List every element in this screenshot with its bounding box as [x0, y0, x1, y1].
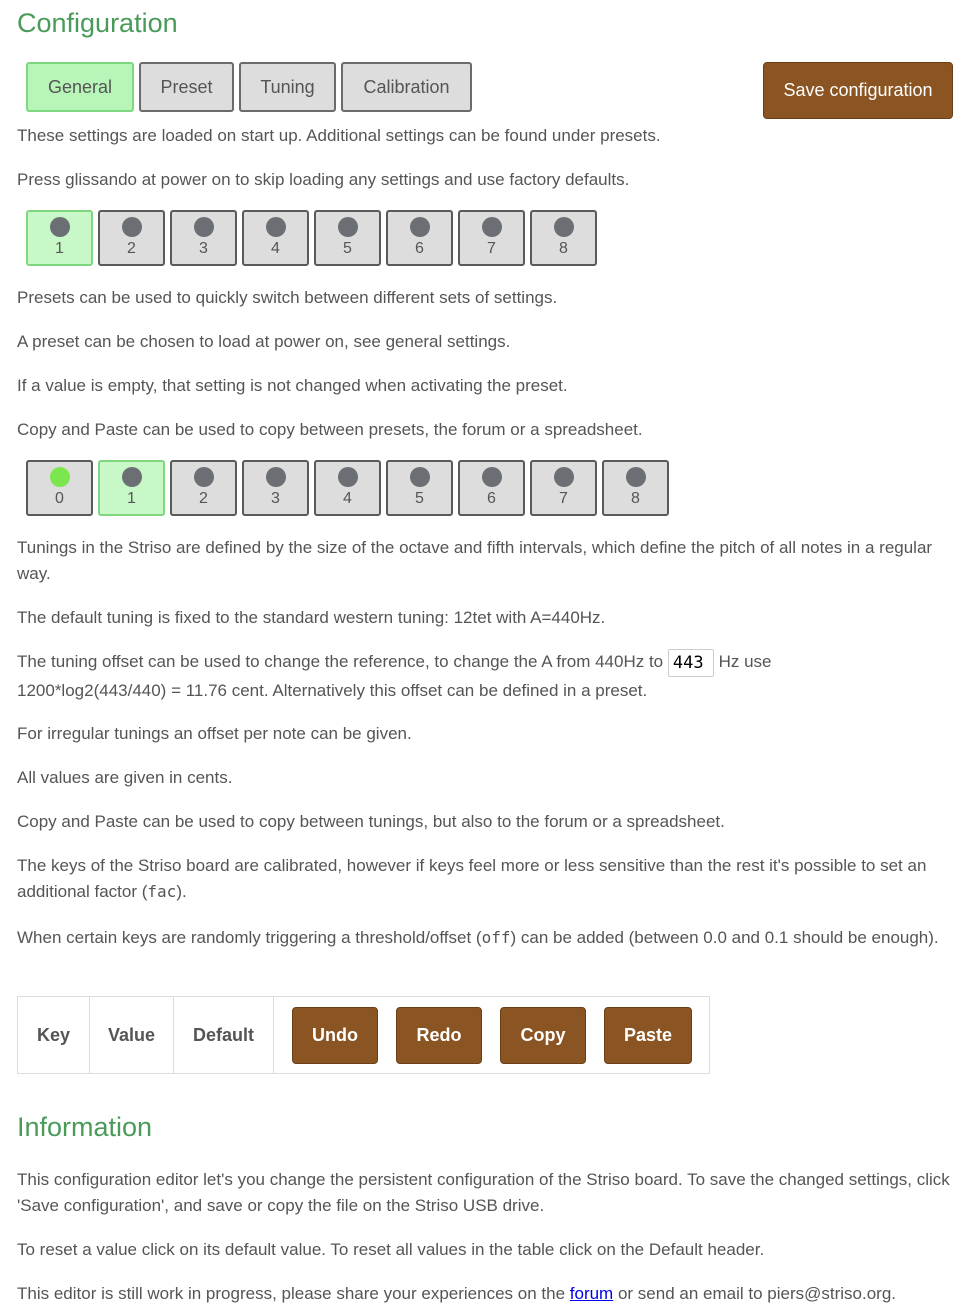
slot-label: 8 [559, 240, 568, 257]
key-header[interactable]: Key [18, 997, 90, 1073]
slot-button[interactable] [314, 210, 381, 266]
led-indicator-icon [194, 217, 214, 237]
slot-button[interactable] [26, 210, 93, 266]
led-indicator-icon [554, 467, 574, 487]
tuning-text-6: Copy and Paste can be used to copy between tunings, but also to the forum or a spreadsheet. [17, 812, 725, 831]
led-indicator-icon [410, 217, 430, 237]
tab-bar [26, 62, 472, 112]
tuning-text-3b: Hz use [713, 652, 772, 671]
slot-button[interactable] [530, 210, 597, 266]
slot-label: 5 [415, 490, 424, 507]
slot-label: 3 [199, 240, 208, 257]
tab-general[interactable]: General [26, 62, 134, 112]
preset-text-2: A preset can be chosen to load at power on, see general settings. [17, 332, 511, 351]
slot-label: 7 [487, 240, 496, 257]
slot-label: 5 [343, 240, 352, 257]
calibration-text-2 [17, 925, 957, 951]
table-actions [274, 997, 692, 1073]
slot-label: 2 [199, 490, 208, 507]
tuning-text-4: For irregular tunings an offset per note can be given. [17, 724, 412, 743]
slot-button[interactable] [98, 460, 165, 516]
calibration-text-2b: ) can be added (between 0.0 and 0.1 should be enough). [510, 928, 939, 947]
tuning-text-2: The default tuning is fixed to the standard western tuning: 12tet with A=440Hz. [17, 608, 606, 627]
general-text-1: These settings are loaded on start up. Additional settings can be found under presets. [17, 126, 661, 145]
slot-label: 8 [631, 490, 640, 507]
led-indicator-icon [194, 467, 214, 487]
settings-table [17, 996, 710, 1074]
slot-button[interactable] [530, 460, 597, 516]
preset-text-1: Presets can be used to quickly switch between different sets of settings. [17, 288, 558, 307]
tuning-text-1: Tunings in the Striso are defined by the size of the octave and fifth intervals, which define the pitch of all notes in a regular way. [17, 538, 933, 583]
led-indicator-icon [266, 467, 286, 487]
slot-button[interactable] [26, 460, 93, 516]
led-indicator-icon [554, 217, 574, 237]
tab-preset[interactable]: Preset [139, 62, 234, 112]
slot-button[interactable] [170, 460, 237, 516]
led-indicator-icon [338, 217, 358, 237]
forum-link[interactable]: forum [569, 1284, 614, 1303]
save-configuration-button[interactable]: Save configuration [763, 62, 953, 119]
led-indicator-icon [626, 467, 646, 487]
slot-label: 7 [559, 490, 568, 507]
undo-button[interactable]: Undo [292, 1007, 378, 1064]
tab-tuning[interactable]: Tuning [239, 62, 336, 112]
slot-label: 1 [55, 240, 64, 257]
tab-calibration[interactable]: Calibration [341, 62, 472, 112]
info-text-3b: or send an email to piers@striso.org. [613, 1284, 897, 1303]
slot-label: 2 [127, 240, 136, 257]
tuning-text-3c: 1200*log2(443/440) = 11.76 cent. Alternatively this offset can be defined in a preset. [17, 680, 648, 700]
slot-button[interactable] [242, 460, 309, 516]
slot-button[interactable] [314, 460, 381, 516]
slot-label: 6 [415, 240, 424, 257]
off-code: off [481, 928, 511, 947]
led-indicator-icon [482, 217, 502, 237]
page-title: Configuration [17, 8, 178, 38]
information-title: Information [17, 1112, 153, 1142]
led-indicator-icon [50, 467, 70, 487]
led-indicator-icon [338, 467, 358, 487]
slot-button[interactable] [458, 210, 525, 266]
led-indicator-icon [410, 467, 430, 487]
slot-label: 4 [343, 490, 352, 507]
reference-hz-input[interactable]: 443 [668, 649, 714, 677]
info-text-3a: This editor is still work in progress, please share your experiences on the [17, 1284, 570, 1303]
slot-button[interactable] [242, 210, 309, 266]
info-text-2: To reset a value click on its default value. To reset all values in the table click on the Default header. [17, 1240, 765, 1259]
fac-code: fac [147, 882, 177, 901]
general-text-2: Press glissando at power on to skip loading any settings and use factory defaults. [17, 170, 630, 189]
slot-button[interactable] [386, 460, 453, 516]
slot-label: 6 [487, 490, 496, 507]
calibration-text-1b: ). [176, 882, 187, 901]
preset-slot-row [26, 460, 669, 516]
copy-button[interactable]: Copy [500, 1007, 586, 1064]
slot-button[interactable] [386, 210, 453, 266]
led-indicator-icon [482, 467, 502, 487]
startup-slot-row [26, 210, 597, 266]
slot-button[interactable] [602, 460, 669, 516]
slot-label: 1 [127, 490, 136, 507]
slot-label: 4 [271, 240, 280, 257]
tuning-text-3a: The tuning offset can be used to change the reference, to change the A from 440Hz to [17, 652, 668, 671]
led-indicator-icon [50, 217, 70, 237]
paste-button[interactable]: Paste [604, 1007, 692, 1064]
slot-button[interactable] [458, 460, 525, 516]
tuning-text-5: All values are given in cents. [17, 768, 233, 787]
calibration-text-1 [17, 853, 957, 905]
calibration-text-1a: The keys of the Striso board are calibrated, however if keys feel more or less sensitive than the rest it's possible to set an additional factor ( [17, 856, 927, 901]
default-header[interactable]: Default [174, 997, 274, 1073]
led-indicator-icon [266, 217, 286, 237]
slot-label: 0 [55, 490, 64, 507]
info-text-1: This configuration editor let's you change the persistent configuration of the Striso board. To save the changed settings, click 'Save configuration', and save or copy the file on the Striso USB drive. [17, 1170, 950, 1215]
redo-button[interactable]: Redo [396, 1007, 482, 1064]
preset-text-3: If a value is empty, that setting is not changed when activating the preset. [17, 376, 568, 395]
preset-text-4: Copy and Paste can be used to copy between presets, the forum or a spreadsheet. [17, 420, 643, 439]
slot-label: 3 [271, 490, 280, 507]
led-indicator-icon [122, 217, 142, 237]
slot-button[interactable] [170, 210, 237, 266]
tuning-text-3 [17, 648, 957, 705]
value-header[interactable]: Value [90, 997, 174, 1073]
info-text-3 [17, 1281, 957, 1307]
calibration-text-2a: When certain keys are randomly triggering a threshold/offset ( [17, 928, 482, 947]
led-indicator-icon [122, 467, 142, 487]
slot-button[interactable] [98, 210, 165, 266]
